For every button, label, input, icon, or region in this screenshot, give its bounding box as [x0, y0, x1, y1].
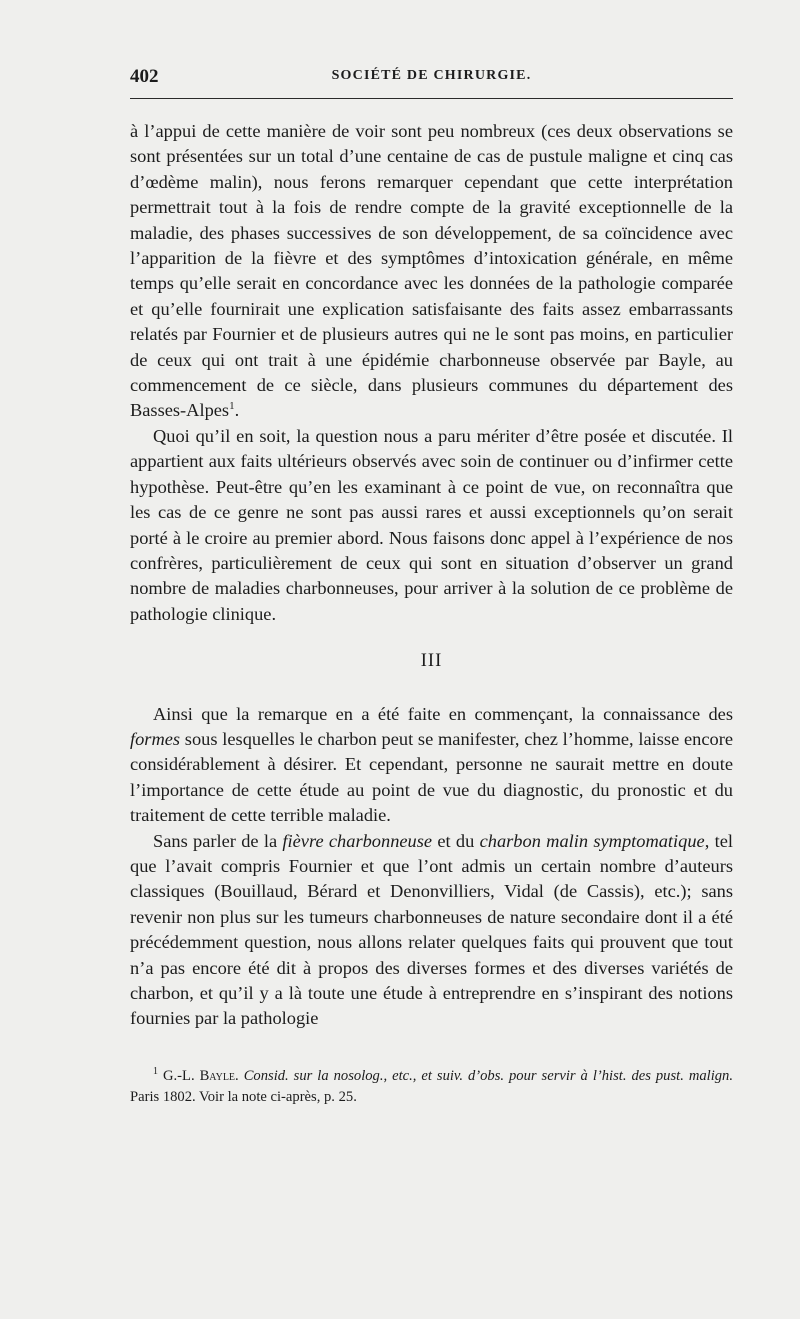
- body-text: [130, 119, 733, 1032]
- paragraph-3-text-a: Ainsi que la remarque en a été faite en commençant, la connaissance des: [153, 703, 733, 724]
- running-header: [130, 60, 733, 99]
- paragraph-4-text-c: , tel que l’avait compris Fournier et que l’ont admis un certain nombre d’auteurs classiques (Bouillaud, Bérard et Denonvilliers, Vidal (de Cassis), etc.); sans revenir non plus sur les tumeurs charbonneuses de nature secondaire dont il a été précédemment question, nous allons relater quelques faits qui prouvent que tout n’a pas encore été dit à propos des diverses formes et des diverses variétés de charbon, et qu’il y a là toute une étude à entreprendre en s’inspirant des notions fournies par la pathologie: [130, 830, 733, 1029]
- paragraph-4: [130, 829, 733, 1032]
- footnote-title: Consid. sur la nosolog., etc., et suiv. d’obs. pour servir à l’hist. des pust. malign.: [243, 1067, 734, 1084]
- paragraph-3-text-b: sous lesquelles le charbon peut se manifester, chez l’homme, laisse encore considérablement à désirer. Et cependant, personne ne saurait mettre en doute l’importance de cette étude au point de vue du diagnostic, du pronostic et du traitement de cette terrible maladie.: [130, 728, 733, 826]
- journal-title: SOCIÉTÉ DE CHIRURGIE.: [331, 68, 532, 83]
- footnote: [130, 1066, 733, 1108]
- paragraph-1-end: .: [234, 400, 240, 421]
- footnote-reference: 1: [229, 400, 235, 413]
- paragraph-1-text: à l’appui de cette manière de voir sont peu nombreux (ces deux observations se sont présentées sur un total d’une centaine de cas de pustule maligne et cinq cas d’œdème malin), nous ferons remarquer cependant que cette interprétation permettrait tout à la fois de rendre compte de la gravité exceptionnelle de la maladie, des phases successives de son développement, de sa coïncidence avec l’apparition de la fièvre et des symptômes d’intoxication générale, en même temps qu’elle serait en concordance avec les données de la pathologie comparée et qu’elle fournirait une explication satisfaisante des faits assez embarrassants relatés par Fournier et de plusieurs autres qui ne le sont pas moins, en particulier de ceux qui ont trait à une épidémie charbonneuse observée par Bayle, au commencement de ce siècle, dans plusieurs communes du département des Basses-Alpes: [130, 121, 733, 421]
- section-heading: III: [420, 651, 443, 672]
- paragraph-4-emphasis-b: charbon malin symptomatique: [479, 830, 705, 851]
- footnote-author: G.-L. Bayle.: [162, 1067, 239, 1084]
- paragraph-3-emphasis: formes: [130, 728, 181, 749]
- paragraph-4-text-b: et du: [432, 830, 480, 851]
- paragraph-4-text-a: Sans parler de la: [153, 830, 283, 851]
- footnote-text: Paris 1802. Voir la note ci-après, p. 25.: [130, 1088, 357, 1105]
- footnote-mark: 1: [153, 1065, 158, 1077]
- page-number: 402: [130, 66, 159, 87]
- paragraph-3: [130, 702, 733, 829]
- paragraph-2: Quoi qu’il en soit, la question nous a paru mériter d’être posée et discutée. Il appartient aux faits ultérieurs observés avec soin de continuer ou d’infirmer cette hypothèse. Peut-être qu’en les examinant à ce point de vue, on reconnaîtra que les cas de ce genre ne sont pas aussi rares et aussi exceptionnels qu’on serait porté à le croire au premier abord. Nous faisons donc appel à l’expérience de nos confrères, particulièrement de ceux qui sont en situation d’observer un grand nombre de maladies charbonneuses, pour arriver à la solution de ce problème de pathologie clinique.: [130, 425, 733, 624]
- paragraph-1: [130, 119, 733, 424]
- paragraph-4-emphasis-a: fièvre charbonneuse: [282, 830, 433, 851]
